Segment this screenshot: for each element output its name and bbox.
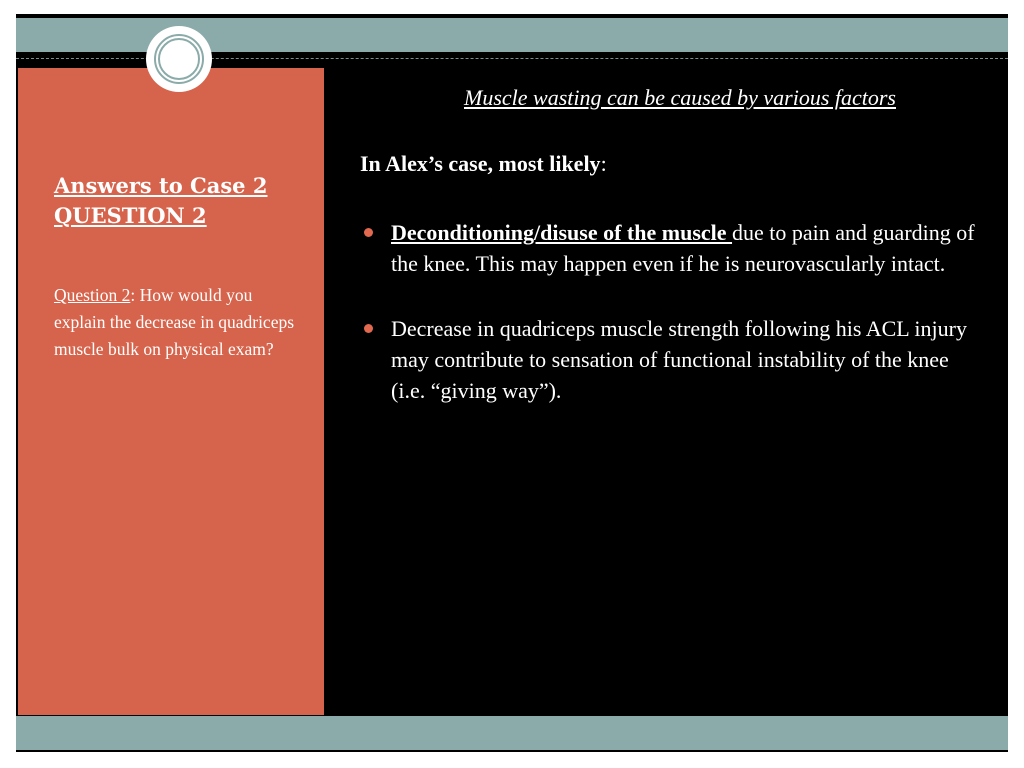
list-item — [360, 313, 981, 406]
side-panel — [18, 68, 324, 715]
slide-heading: Muscle wasting can be caused by various factors — [464, 85, 896, 110]
bottom-band — [16, 716, 1008, 750]
slide — [16, 14, 1008, 752]
lead-rest: : — [600, 151, 607, 176]
side-title — [54, 171, 314, 231]
lead-line — [360, 148, 980, 180]
bullet-list — [360, 217, 980, 440]
side-title-line2: QUESTION 2 — [54, 203, 207, 228]
bullet-icon — [364, 228, 373, 237]
question-body: : How would you explain the decrease in quadriceps muscle bulk on physical exam? — [54, 285, 295, 359]
bullet-text: Decrease in quadriceps muscle strength following his ACL injury may contribute to sensation of functional instability of the knee (i.e. “giving way”). — [391, 316, 967, 403]
lead-bold: In Alex’s case, most likely — [360, 151, 601, 176]
circle-logo-icon — [146, 26, 212, 92]
list-item — [360, 217, 981, 279]
question-text — [54, 282, 304, 363]
question-label: Question 2 — [54, 285, 131, 305]
bullet-text: due to pain and guarding of the knee. This may happen even if he is neurovascularly intact. — [391, 220, 975, 276]
side-title-line1: Answers to Case 2 — [54, 173, 268, 198]
bullet-icon — [364, 324, 373, 333]
bullet-bold: Deconditioning/disuse of the muscle — [391, 220, 733, 245]
